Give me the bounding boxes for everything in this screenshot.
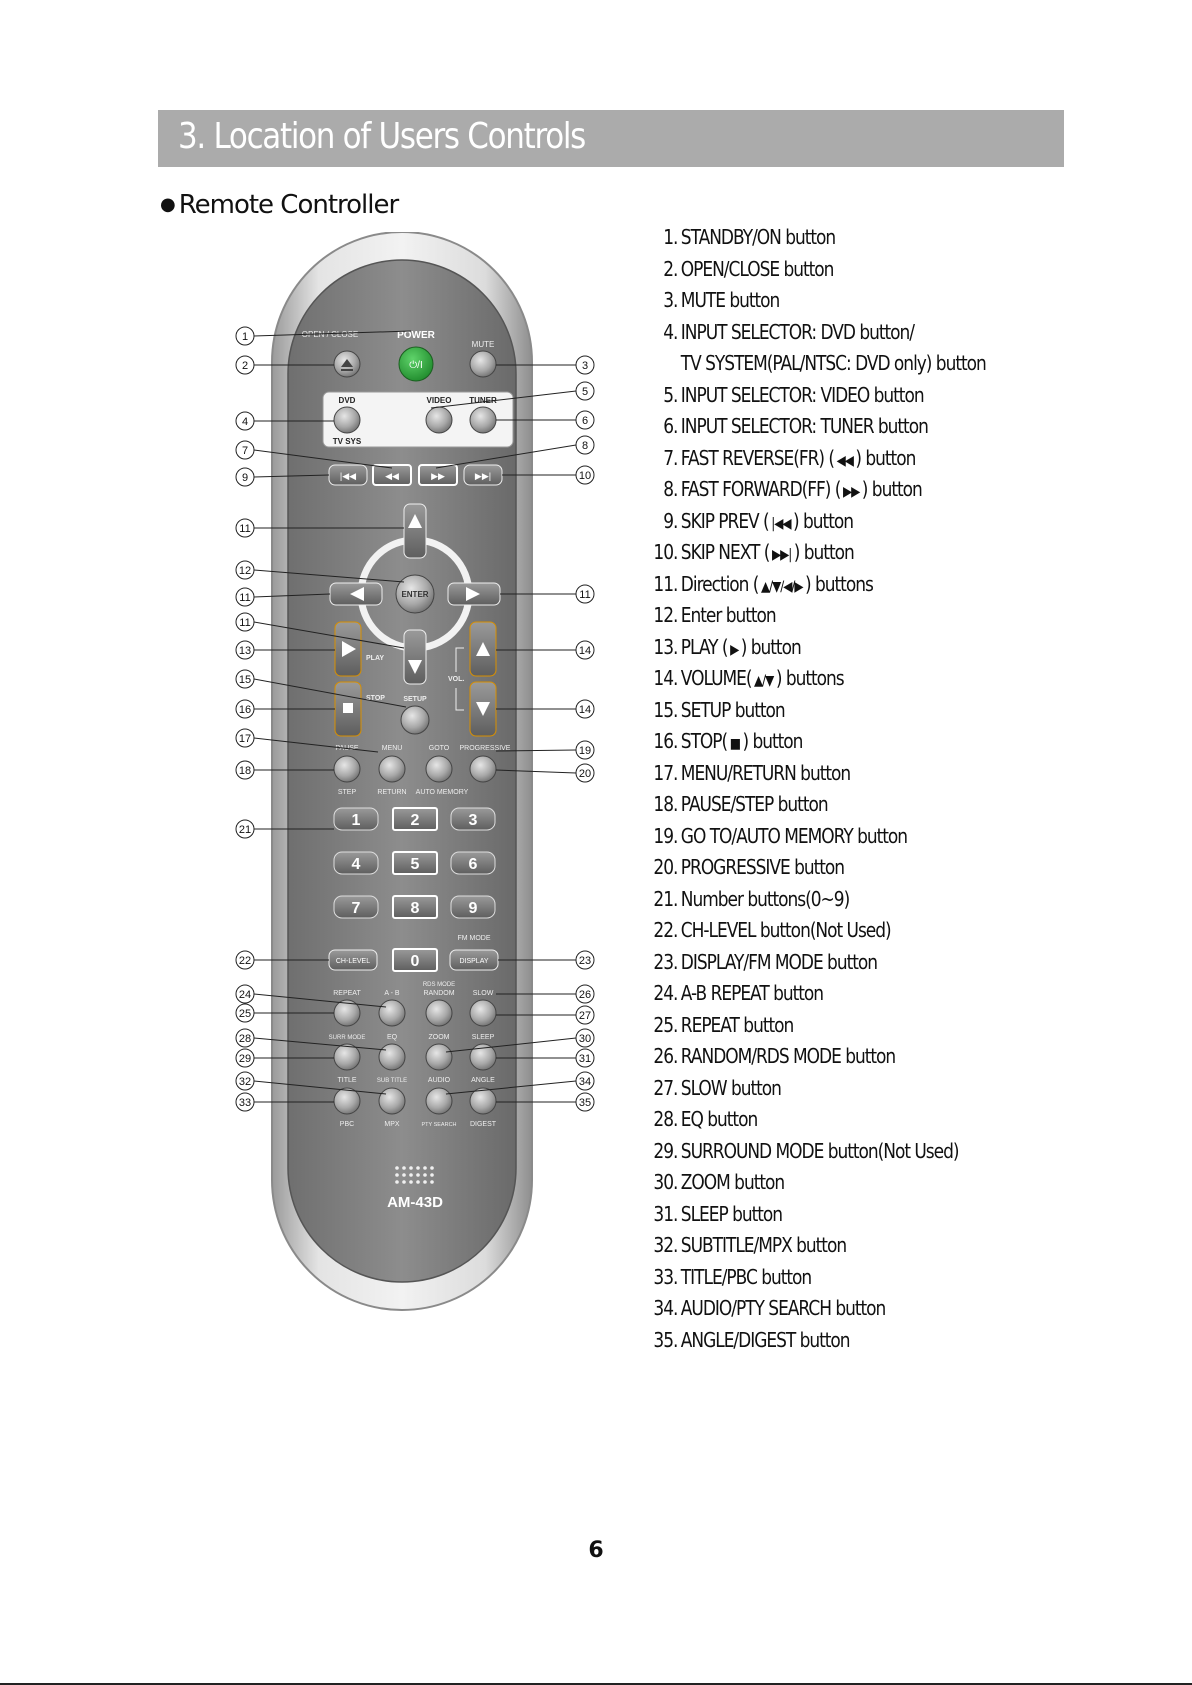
legend-number: 31. bbox=[653, 1201, 678, 1226]
legend-item bbox=[640, 1202, 782, 1226]
sleep-label: SLEEP bbox=[471, 1034, 495, 1041]
skip-prev-icon: |◀◀ bbox=[339, 471, 357, 481]
callout-number: 25 bbox=[238, 1008, 252, 1020]
title-label: TITLE bbox=[337, 1077, 357, 1084]
legend-item bbox=[640, 383, 924, 407]
tuner-button[interactable] bbox=[470, 407, 496, 433]
ir-dot bbox=[423, 1173, 427, 1177]
legend-item bbox=[640, 509, 853, 533]
ir-dot bbox=[409, 1166, 413, 1170]
legend-item bbox=[640, 1139, 958, 1163]
legend-number: 6. bbox=[663, 414, 678, 438]
ir-dot bbox=[430, 1180, 434, 1184]
callout-number: 3 bbox=[581, 360, 589, 372]
ch-level-label: CH-LEVEL bbox=[335, 958, 371, 965]
pbc-label: PBC bbox=[339, 1121, 355, 1128]
power-label: POWER bbox=[397, 330, 435, 341]
surround-mode-button[interactable] bbox=[334, 1044, 360, 1070]
legend-number: 33. bbox=[653, 1264, 678, 1289]
legend-text: SKIP PREV ( bbox=[680, 508, 769, 533]
legend-number: 2. bbox=[663, 256, 678, 281]
tuner-label: TUNER bbox=[469, 396, 497, 405]
legend-text: FAST FORWARD(FF) ( bbox=[680, 477, 841, 501]
bullet-icon: ● bbox=[160, 194, 175, 215]
stop-icon bbox=[343, 703, 353, 713]
legend-item bbox=[640, 257, 833, 281]
auto-memory-label: AUTO MEMORY bbox=[415, 789, 469, 796]
fast-forward-icon: ▶▶ bbox=[431, 471, 445, 481]
callout-number: 13 bbox=[238, 645, 252, 657]
legend-text: Direction ( bbox=[680, 571, 759, 596]
legend-item bbox=[640, 918, 891, 942]
legend-text: ANGLE/DIGEST button bbox=[680, 1327, 850, 1352]
return-label: RETURN bbox=[377, 789, 407, 796]
vol-label: VOL. bbox=[448, 676, 465, 683]
legend-item bbox=[640, 1328, 850, 1352]
fm-mode-label: FM MODE bbox=[457, 935, 491, 942]
legend-number: 16. bbox=[653, 729, 678, 753]
legend-text-suffix: ) button bbox=[855, 445, 916, 470]
ir-dot bbox=[416, 1173, 420, 1177]
display-label: DISPLAY bbox=[459, 958, 489, 965]
legend-text: TV SYSTEM(PAL/NTSC: DVD only) button bbox=[680, 351, 986, 375]
legend-item bbox=[640, 1013, 793, 1037]
legend-text: VOLUME( bbox=[680, 666, 752, 690]
legend-text: CH-LEVEL button(Not Used) bbox=[680, 918, 891, 942]
legend-number: 5. bbox=[663, 382, 678, 407]
legend-number: 7. bbox=[663, 445, 678, 470]
dvd-label: DVD bbox=[338, 396, 356, 405]
legend-text: SLOW button bbox=[680, 1075, 781, 1100]
number-key-label: 6 bbox=[468, 856, 478, 873]
callout-number: 19 bbox=[578, 745, 592, 757]
legend-item bbox=[640, 572, 873, 596]
pause-label: PAUSE bbox=[335, 745, 359, 752]
legend-item bbox=[640, 1076, 781, 1100]
ir-dot bbox=[395, 1166, 399, 1170]
legend-number: 4. bbox=[663, 319, 678, 344]
legend-item bbox=[640, 666, 844, 690]
mute-label: MUTE bbox=[471, 340, 495, 349]
legend-item bbox=[640, 729, 802, 753]
legend-text-suffix: ) button bbox=[793, 540, 854, 564]
callout-number: 28 bbox=[238, 1033, 252, 1045]
legend-symbol-icon: ▲/▼/◀/▶ bbox=[760, 578, 803, 595]
callout-number: 21 bbox=[238, 824, 252, 836]
callout-number: 30 bbox=[578, 1033, 592, 1045]
number-key-label: 2 bbox=[410, 812, 420, 829]
ir-dot bbox=[395, 1173, 399, 1177]
number-key-label: 7 bbox=[351, 900, 361, 917]
skip-next-icon: ▶▶| bbox=[474, 471, 492, 481]
legend-item bbox=[640, 225, 835, 249]
callout-number: 4 bbox=[241, 416, 249, 428]
angle-label: ANGLE bbox=[471, 1077, 495, 1084]
ir-dot bbox=[430, 1173, 434, 1177]
legend-text: DISPLAY/FM MODE button bbox=[680, 949, 878, 974]
tv-sys-label: TV SYS bbox=[332, 437, 362, 446]
subheading-text: Remote Controller bbox=[178, 190, 399, 220]
setup-label: SETUP bbox=[403, 696, 427, 703]
callout-number: 2 bbox=[241, 360, 249, 372]
legend-number: 17. bbox=[653, 760, 678, 785]
legend-item bbox=[640, 477, 922, 501]
legend-number: 14. bbox=[653, 666, 678, 690]
legend-item-continuation bbox=[640, 351, 986, 375]
legend-text: MENU/RETURN button bbox=[680, 760, 851, 785]
legend-text: Number buttons(0~9) bbox=[680, 886, 850, 911]
legend-number: 35. bbox=[653, 1327, 678, 1352]
enter-label: ENTER bbox=[401, 590, 429, 599]
zoom-button[interactable] bbox=[426, 1044, 452, 1070]
legend-text-suffix: ) buttons bbox=[775, 666, 844, 690]
legend-text: REPEAT button bbox=[680, 1012, 794, 1037]
callout-number: 9 bbox=[241, 472, 249, 484]
legend-number: 3. bbox=[663, 288, 678, 312]
legend-text: TITLE/PBC button bbox=[680, 1264, 812, 1289]
legend-symbol-icon: ■ bbox=[729, 736, 740, 752]
legend-text: INPUT SELECTOR: TUNER button bbox=[680, 414, 928, 438]
model-label: AM-43D bbox=[387, 1194, 443, 1211]
rds-mode-label: RDS MODE bbox=[422, 982, 456, 988]
subheading bbox=[160, 190, 398, 220]
callout-number: 33 bbox=[238, 1097, 252, 1109]
callout-number: 11 bbox=[239, 592, 251, 604]
down-button[interactable] bbox=[404, 630, 426, 684]
legend-text: PLAY ( bbox=[680, 634, 728, 659]
legend-text: STANDBY/ON button bbox=[680, 225, 836, 249]
legend-number: 28. bbox=[653, 1107, 678, 1131]
step-label: STEP bbox=[337, 789, 357, 796]
progressive-button[interactable] bbox=[470, 756, 496, 782]
legend-text: SUBTITLE/MPX button bbox=[680, 1233, 847, 1257]
section-banner bbox=[158, 110, 1064, 167]
callout-number: 20 bbox=[578, 768, 592, 780]
legend-number: 9. bbox=[663, 508, 678, 533]
number-key-label: 4 bbox=[351, 856, 361, 873]
legend-text: PROGRESSIVE button bbox=[680, 855, 845, 879]
number-key-label: 8 bbox=[410, 900, 420, 917]
number-key-label: 0 bbox=[410, 953, 420, 970]
legend-item bbox=[640, 414, 928, 438]
eq-label: EQ bbox=[386, 1034, 398, 1041]
legend-symbol-icon: ▶▶| bbox=[771, 547, 792, 563]
ir-dot bbox=[402, 1180, 406, 1184]
callout-number: 12 bbox=[238, 565, 252, 577]
legend-number: 30. bbox=[653, 1170, 678, 1194]
legend-text: RANDOM/RDS MODE button bbox=[680, 1044, 896, 1068]
legend-item bbox=[640, 1044, 895, 1068]
angle-button[interactable] bbox=[470, 1088, 496, 1114]
video-label: VIDEO bbox=[426, 396, 452, 405]
legend-item bbox=[640, 320, 914, 344]
callout-number: 27 bbox=[578, 1010, 592, 1022]
legend-number: 18. bbox=[653, 792, 678, 816]
legend-item bbox=[640, 1233, 846, 1257]
legend-text-suffix: ) button bbox=[861, 477, 922, 501]
legend-number: 32. bbox=[653, 1233, 678, 1257]
play-label: PLAY bbox=[366, 655, 385, 662]
surr-mode-label: SURR MODE bbox=[328, 1035, 366, 1041]
legend-item bbox=[640, 698, 785, 722]
callout-number: 6 bbox=[581, 415, 589, 427]
legend-item bbox=[640, 761, 850, 785]
a-b-label: A - B bbox=[384, 990, 400, 997]
audio-button[interactable] bbox=[426, 1088, 452, 1114]
ir-dot bbox=[402, 1173, 406, 1177]
callout-number: 10 bbox=[578, 470, 592, 482]
legend-number: 21. bbox=[653, 886, 678, 911]
legend-number: 26. bbox=[653, 1044, 678, 1068]
callout-number: 31 bbox=[578, 1053, 592, 1065]
callout-number: 14 bbox=[578, 645, 592, 657]
legend-number: 23. bbox=[653, 949, 678, 974]
mute-button[interactable] bbox=[470, 351, 496, 377]
legend-item bbox=[640, 950, 877, 974]
callout-number: 1 bbox=[241, 331, 249, 343]
zoom-label: ZOOM bbox=[428, 1034, 450, 1041]
legend-text: ZOOM button bbox=[680, 1170, 785, 1194]
callout-number: 23 bbox=[578, 955, 592, 967]
ir-dot bbox=[409, 1180, 413, 1184]
ir-dot bbox=[423, 1180, 427, 1184]
open-close-label: OPEN / CLOSE bbox=[301, 330, 359, 339]
callout-number: 7 bbox=[241, 445, 249, 457]
legend-item bbox=[640, 603, 776, 627]
legend-number: 29. bbox=[653, 1138, 678, 1163]
number-key-label: 5 bbox=[410, 856, 420, 873]
pause-step-button[interactable] bbox=[334, 756, 360, 782]
legend-item bbox=[640, 1296, 885, 1320]
ir-dot bbox=[430, 1166, 434, 1170]
legend-item bbox=[640, 855, 844, 879]
callout-number: 35 bbox=[578, 1097, 592, 1109]
legend-item bbox=[640, 288, 779, 312]
legend-item bbox=[640, 1170, 784, 1194]
callout-number: 15 bbox=[238, 674, 252, 686]
number-key-label: 9 bbox=[468, 900, 478, 917]
video-button[interactable] bbox=[426, 407, 452, 433]
legend-number: 15. bbox=[653, 697, 678, 722]
legend-number: 12. bbox=[653, 603, 678, 627]
legend-text: GO TO/AUTO MEMORY button bbox=[680, 823, 908, 848]
a-b-repeat-button[interactable] bbox=[379, 1000, 405, 1026]
legend-text: EQ button bbox=[680, 1107, 758, 1131]
number-key-label: 3 bbox=[468, 812, 478, 829]
callout-number: 11 bbox=[239, 523, 251, 535]
digest-label: DIGEST bbox=[469, 1121, 497, 1128]
legend-text-suffix: ) button bbox=[742, 729, 803, 753]
legend-number: 19. bbox=[653, 823, 678, 848]
callout-number: 17 bbox=[238, 733, 252, 745]
legend-symbol-icon: |◀◀ bbox=[771, 515, 791, 532]
dvd-button[interactable] bbox=[334, 407, 360, 433]
subtitle-mpx-button[interactable] bbox=[379, 1088, 405, 1114]
legend-number: 11. bbox=[653, 571, 678, 596]
goto-label: GOTO bbox=[428, 745, 450, 752]
random-button[interactable] bbox=[426, 1000, 452, 1026]
section-title: 3. Location of Users Controls bbox=[178, 116, 586, 157]
sub-title-label: SUB TITLE bbox=[376, 1078, 408, 1084]
legend-text: Enter button bbox=[680, 603, 776, 627]
legend-text: PAUSE/STEP button bbox=[680, 792, 828, 816]
repeat-label: REPEAT bbox=[333, 990, 361, 997]
random-label: RANDOM bbox=[423, 990, 455, 997]
callout-number: 14 bbox=[578, 704, 592, 716]
callout-number: 32 bbox=[238, 1076, 252, 1088]
legend-text-suffix: ) button bbox=[740, 634, 801, 659]
legend-number: 22. bbox=[653, 918, 678, 942]
legend-item bbox=[640, 981, 823, 1005]
callout-number: 22 bbox=[238, 955, 252, 967]
legend-item bbox=[640, 635, 801, 659]
legend-text: SLEEP button bbox=[680, 1201, 783, 1226]
callout-number: 16 bbox=[238, 704, 252, 716]
progressive-label: PROGRESSIVE bbox=[459, 745, 511, 752]
number-key-label: 1 bbox=[351, 812, 361, 829]
menu-label: MENU bbox=[381, 745, 403, 752]
ir-dot bbox=[416, 1180, 420, 1184]
ir-dot bbox=[416, 1166, 420, 1170]
callout-number: 11 bbox=[239, 617, 251, 629]
ir-dot bbox=[409, 1173, 413, 1177]
legend-item bbox=[640, 540, 854, 564]
callout-number: 11 bbox=[579, 589, 591, 601]
legend-text: A-B REPEAT button bbox=[680, 981, 824, 1005]
legend-text: MUTE button bbox=[680, 288, 780, 312]
legend-number: 13. bbox=[653, 634, 678, 659]
legend-symbol-icon: ▶ bbox=[730, 641, 739, 658]
ir-dot bbox=[423, 1166, 427, 1170]
legend-number: 10. bbox=[653, 540, 678, 564]
legend-item bbox=[640, 1107, 757, 1131]
callout-number: 29 bbox=[238, 1053, 252, 1065]
legend-text-suffix: ) button bbox=[793, 508, 853, 533]
menu-return-button[interactable] bbox=[379, 756, 405, 782]
up-button[interactable] bbox=[404, 504, 426, 558]
legend-number: 1. bbox=[663, 225, 678, 249]
legend-text: SURROUND MODE button(Not Used) bbox=[680, 1138, 959, 1163]
legend-item bbox=[640, 1265, 811, 1289]
legend-item bbox=[640, 887, 849, 911]
eq-button[interactable] bbox=[379, 1044, 405, 1070]
legend-number: 20. bbox=[653, 855, 678, 879]
remote-controller-figure bbox=[226, 232, 606, 1312]
goto-button[interactable] bbox=[426, 756, 452, 782]
pty-search-label: PTY SEARCH bbox=[421, 1122, 457, 1128]
page-number: 6 bbox=[588, 1538, 604, 1563]
legend-item bbox=[640, 446, 915, 470]
legend-text: SKIP NEXT ( bbox=[680, 540, 770, 564]
ir-dot bbox=[402, 1166, 406, 1170]
callout-number: 8 bbox=[581, 440, 589, 452]
legend-text: OPEN/CLOSE button bbox=[680, 256, 834, 281]
legend-text-suffix: ) buttons bbox=[805, 571, 873, 596]
title-pbc-button[interactable] bbox=[334, 1088, 360, 1114]
legend-number: 27. bbox=[653, 1075, 678, 1100]
ir-dot bbox=[395, 1180, 399, 1184]
callout-number: 24 bbox=[238, 989, 252, 1001]
legend-number: 34. bbox=[653, 1296, 678, 1320]
callout-number: 5 bbox=[581, 386, 589, 398]
power-icon: ⏻/I bbox=[409, 360, 423, 371]
legend-text: SETUP button bbox=[680, 697, 785, 722]
legend-symbol-icon: ▲/▼ bbox=[754, 673, 774, 689]
legend-symbol-icon: ▶▶ bbox=[842, 484, 860, 500]
legend-text: FAST REVERSE(FR) ( bbox=[680, 445, 835, 470]
legend-text: INPUT SELECTOR: DVD button/ bbox=[680, 319, 914, 344]
mpx-label: MPX bbox=[384, 1121, 400, 1128]
audio-label: AUDIO bbox=[427, 1077, 451, 1084]
stop-label: STOP bbox=[366, 695, 385, 702]
callout-number: 18 bbox=[238, 765, 252, 777]
legend-text: AUDIO/PTY SEARCH button bbox=[680, 1296, 886, 1320]
legend-item bbox=[640, 792, 828, 816]
legend-symbol-icon: ◀◀ bbox=[836, 452, 853, 469]
setup-button[interactable] bbox=[401, 706, 429, 734]
legend-text: STOP( bbox=[680, 729, 728, 753]
slow-label: SLOW bbox=[472, 990, 494, 997]
callout-number: 26 bbox=[578, 989, 592, 1001]
fast-reverse-icon: ◀◀ bbox=[385, 471, 399, 481]
legend-number: 25. bbox=[653, 1012, 678, 1037]
legend-number: 8. bbox=[663, 477, 678, 501]
slow-button[interactable] bbox=[470, 1000, 496, 1026]
legend-item bbox=[640, 824, 907, 848]
legend-text: INPUT SELECTOR: VIDEO button bbox=[680, 382, 924, 407]
legend-number: 24. bbox=[653, 981, 678, 1005]
callout-number: 34 bbox=[578, 1076, 592, 1088]
